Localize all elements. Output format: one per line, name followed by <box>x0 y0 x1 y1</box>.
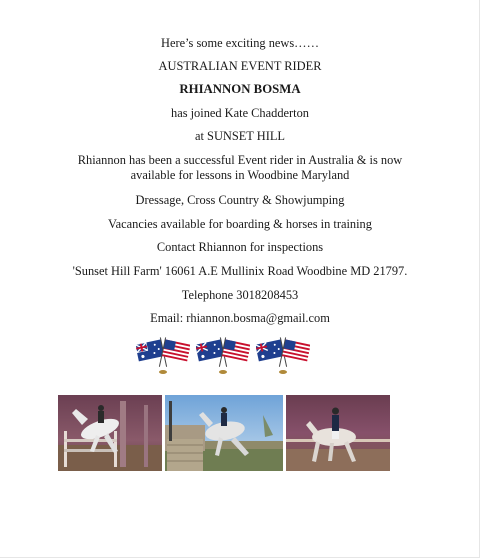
disciplines-line: Dressage, Cross Country & Showjumping <box>135 193 345 207</box>
headline-line: AUSTRALIAN EVENT RIDER <box>158 59 322 73</box>
australia-usa-crossed-flags-icon <box>256 336 310 378</box>
flags-row <box>0 336 480 378</box>
australia-usa-crossed-flags-icon <box>196 336 250 378</box>
telephone-line: Telephone 3018208453 <box>181 288 299 302</box>
email-line: Email: rhiannon.bosma@gmail.com <box>150 311 330 325</box>
rider-name: RHIANNON BOSMA <box>179 82 301 96</box>
dressage-photo <box>286 395 390 471</box>
intro-line: Here’s some exciting news…… <box>161 36 319 50</box>
contact-line: Contact Rhiannon for inspections <box>156 240 324 254</box>
vacancies-line: Vacancies available for boarding & horses in training <box>108 217 372 231</box>
location-line: at SUNSET HILL <box>195 129 285 143</box>
address-line: 'Sunset Hill Farm' 16061 A.E Mullinix Road Woodbine MD 21797. <box>72 264 408 278</box>
joined-line: has joined Kate Chadderton <box>171 106 309 120</box>
photos-row <box>58 395 390 471</box>
showjumping-photo <box>58 395 162 471</box>
australia-usa-crossed-flags-icon <box>136 336 190 378</box>
cross-country-photo <box>165 395 283 471</box>
description-line-1: Rhiannon has been a successful Event rider in Australia & is now <box>77 153 403 167</box>
description-line-2: available for lessons in Woodbine Maryland <box>130 168 350 182</box>
